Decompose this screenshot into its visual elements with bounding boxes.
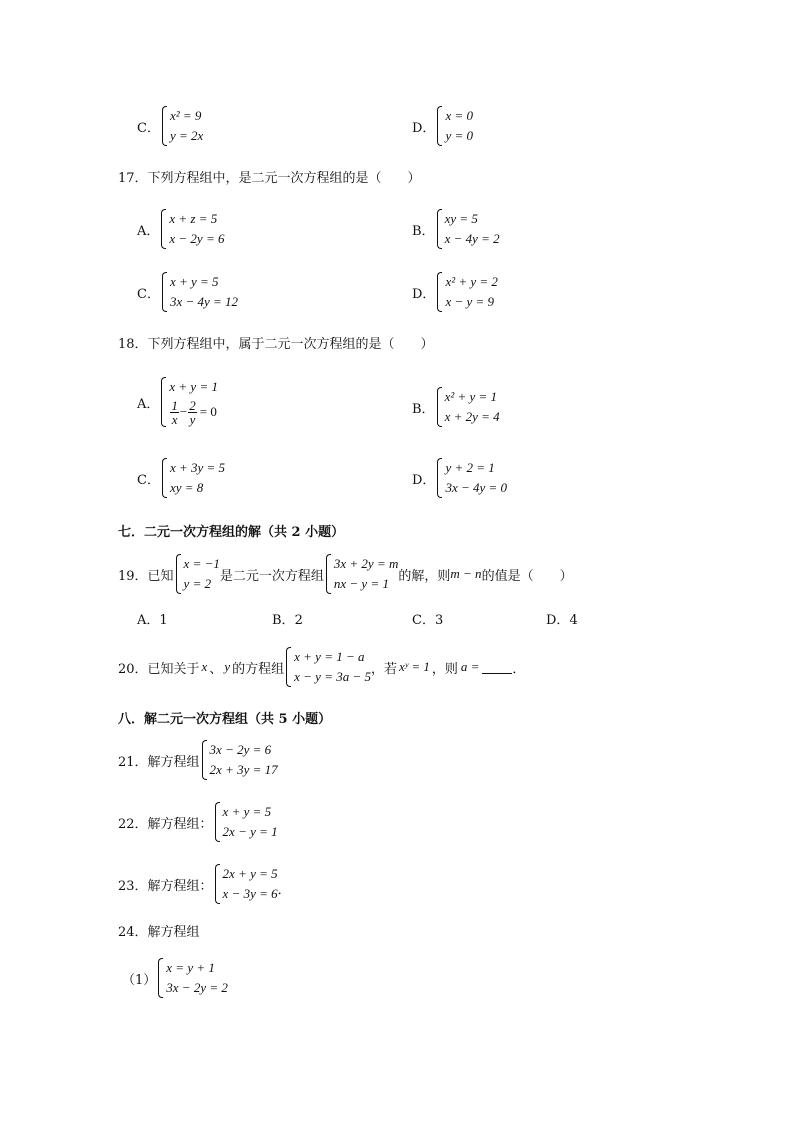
equation: x + y = 1 [169, 379, 218, 394]
equation: x + y = 1 − a [294, 649, 365, 664]
math-variable: y [224, 659, 231, 674]
q20-text [118, 647, 525, 687]
q19-option-b[interactable] [272, 613, 303, 629]
q16-option-d [412, 106, 473, 146]
equation: x + y = 5 [169, 274, 219, 289]
equation: y = 2x [169, 128, 204, 143]
brace-icon [437, 209, 442, 249]
math-expression: a = [460, 659, 480, 674]
q19-option-c[interactable] [412, 613, 443, 629]
q19-option-a[interactable] [137, 613, 168, 629]
q24-sub1 [122, 958, 228, 998]
option-value: 4 [569, 613, 578, 628]
q16-option-c [137, 106, 203, 146]
option-label: A． [137, 396, 160, 412]
equation-system [162, 272, 238, 312]
math-variable: x [201, 659, 208, 674]
equation: 2x + y = 5 [222, 866, 278, 881]
q18-option-c[interactable] [137, 458, 225, 498]
option-label: B． [272, 613, 295, 628]
question-text: 的方程组 [232, 661, 285, 677]
punctuation: ． [512, 661, 526, 677]
option-label: B． [412, 223, 435, 239]
question-prefix: 19．已知 [118, 568, 174, 584]
brace-icon [437, 106, 442, 146]
option-label: C． [137, 286, 160, 302]
option-value: 1 [159, 613, 168, 628]
sub-question-label: （1） [122, 972, 157, 988]
option-label: D． [546, 613, 570, 628]
question-prefix: 23．解方程组： [118, 878, 213, 894]
q17-option-a[interactable] [137, 209, 224, 249]
brace-icon [162, 458, 167, 498]
equation: 3x + 2y = m [333, 556, 399, 571]
q19-option-d[interactable] [546, 613, 578, 629]
minus-sign: − [179, 404, 188, 419]
fraction-numerator: 1 [171, 397, 178, 413]
equation: 3x − 2y = 2 [166, 980, 228, 995]
question-text: 的值是（ ） [481, 568, 573, 584]
equation-system [286, 647, 371, 687]
q17-option-d[interactable] [412, 272, 498, 312]
equation-system [437, 272, 497, 312]
equation: xy = 5 [444, 211, 478, 226]
equation-system [437, 387, 500, 427]
fraction-denominator: x [171, 411, 178, 427]
equation: x² = 9 [169, 108, 202, 123]
q17-option-c[interactable] [137, 272, 238, 312]
q24-text: 24．解方程组 [118, 925, 200, 940]
question-text: 的解，则 [398, 568, 451, 584]
option-label: C． [412, 613, 435, 628]
math-expression: m − n [450, 566, 482, 581]
equation: y + 2 = 1 [445, 460, 495, 475]
equation-system [437, 106, 473, 146]
equation: x − y = 9 [445, 294, 495, 309]
equation: x = 0 [445, 108, 473, 123]
equation: x − y = 3a − 5 [294, 669, 371, 684]
equation: x − 4y = 2 [444, 231, 500, 246]
option-label: D． [412, 286, 436, 302]
question-text: ，若 [371, 661, 398, 677]
q17-text: 17．下列方程组中，是二元一次方程组的是（ ） [118, 171, 421, 186]
brace-icon [161, 209, 166, 249]
equation: xy = 8 [169, 480, 204, 495]
brace-icon [215, 864, 220, 904]
brace-icon [158, 958, 163, 998]
q21-text [118, 740, 278, 780]
brace-icon [162, 272, 167, 312]
fraction [188, 399, 197, 426]
option-label: B． [412, 401, 435, 417]
separator: 、 [209, 661, 223, 677]
equation: x + 2y = 4 [444, 409, 500, 424]
section-heading: 七．二元一次方程组的解（共 2 小题） [118, 525, 345, 540]
option-value: 2 [294, 613, 303, 628]
q17-option-b[interactable] [412, 209, 500, 249]
equation: 3x − 4y = 12 [169, 294, 239, 309]
brace-icon [215, 802, 220, 842]
fraction [170, 399, 179, 426]
option-label: C． [137, 120, 160, 136]
question-prefix: 22．解方程组： [118, 816, 213, 832]
brace-icon [161, 377, 166, 427]
option-label: D． [412, 472, 436, 488]
equation: 3x − 2y = 6 [209, 742, 272, 757]
equation: x = −1 [183, 556, 220, 571]
equation-system [176, 554, 220, 594]
fraction-numerator: 2 [189, 397, 196, 413]
brace-icon [326, 554, 331, 594]
equation: 2x + 3y = 17 [209, 762, 278, 777]
equation-system [215, 802, 278, 842]
equation-with-fractions [169, 397, 218, 427]
question-prefix: 20．已知关于 [118, 661, 200, 677]
question-text: ，则 [431, 661, 458, 677]
q23-text [118, 864, 291, 904]
brace-icon [437, 387, 442, 427]
brace-icon [162, 106, 167, 146]
equation: 2x − y = 1 [222, 824, 278, 839]
equation: x = y + 1 [166, 960, 215, 975]
brace-icon [437, 272, 442, 312]
math-expression: xʸ = 1 [399, 659, 430, 674]
equation: nx − y = 1 [333, 576, 389, 591]
option-label: D． [412, 120, 436, 136]
punctuation: ． [277, 883, 291, 898]
equation: x − 2y = 6 [169, 231, 225, 246]
equation-system [437, 209, 500, 249]
question-text: 是二元一次方程组 [219, 568, 324, 584]
q18-option-a[interactable] [137, 377, 218, 427]
equation: x² + y = 2 [445, 274, 498, 289]
option-value: 3 [434, 613, 444, 628]
equation-system [202, 740, 278, 780]
equation: y = 0 [445, 128, 473, 143]
equation: x² + y = 1 [444, 389, 498, 404]
equation-system [161, 377, 218, 427]
q19-text [118, 554, 573, 594]
equation-system [162, 458, 225, 498]
option-label: A． [137, 613, 160, 628]
equation: x + 3y = 5 [169, 460, 226, 475]
section-heading: 八．解二元一次方程组（共 5 小题） [118, 712, 332, 727]
equation: x + z = 5 [169, 211, 218, 226]
equation-system [215, 864, 278, 904]
brace-icon [176, 554, 181, 594]
equation-system [326, 554, 398, 594]
brace-icon [286, 647, 291, 687]
brace-icon [202, 740, 207, 780]
equation: 3x − 4y = 0 [445, 480, 508, 495]
equation-system [161, 209, 224, 249]
brace-icon [437, 458, 442, 498]
question-prefix: 21．解方程组 [118, 754, 200, 770]
equation: x + y = 5 [222, 804, 272, 819]
equation: y = 2 [183, 576, 212, 591]
equation-tail: = 0 [199, 404, 217, 419]
equation-system [162, 106, 203, 146]
q18-option-d[interactable] [412, 458, 507, 498]
equation-system [158, 958, 228, 998]
equation: x − 3y = 6 [222, 886, 278, 901]
option-label: A． [137, 223, 160, 239]
q18-option-b[interactable] [412, 387, 500, 427]
q22-text [118, 802, 278, 842]
answer-blank[interactable] [482, 661, 512, 674]
q18-text: 18．下列方程组中，属于二元一次方程组的是（ ） [118, 337, 434, 352]
option-label: C． [137, 472, 160, 488]
equation-system [437, 458, 507, 498]
fraction-denominator: y [189, 411, 196, 427]
